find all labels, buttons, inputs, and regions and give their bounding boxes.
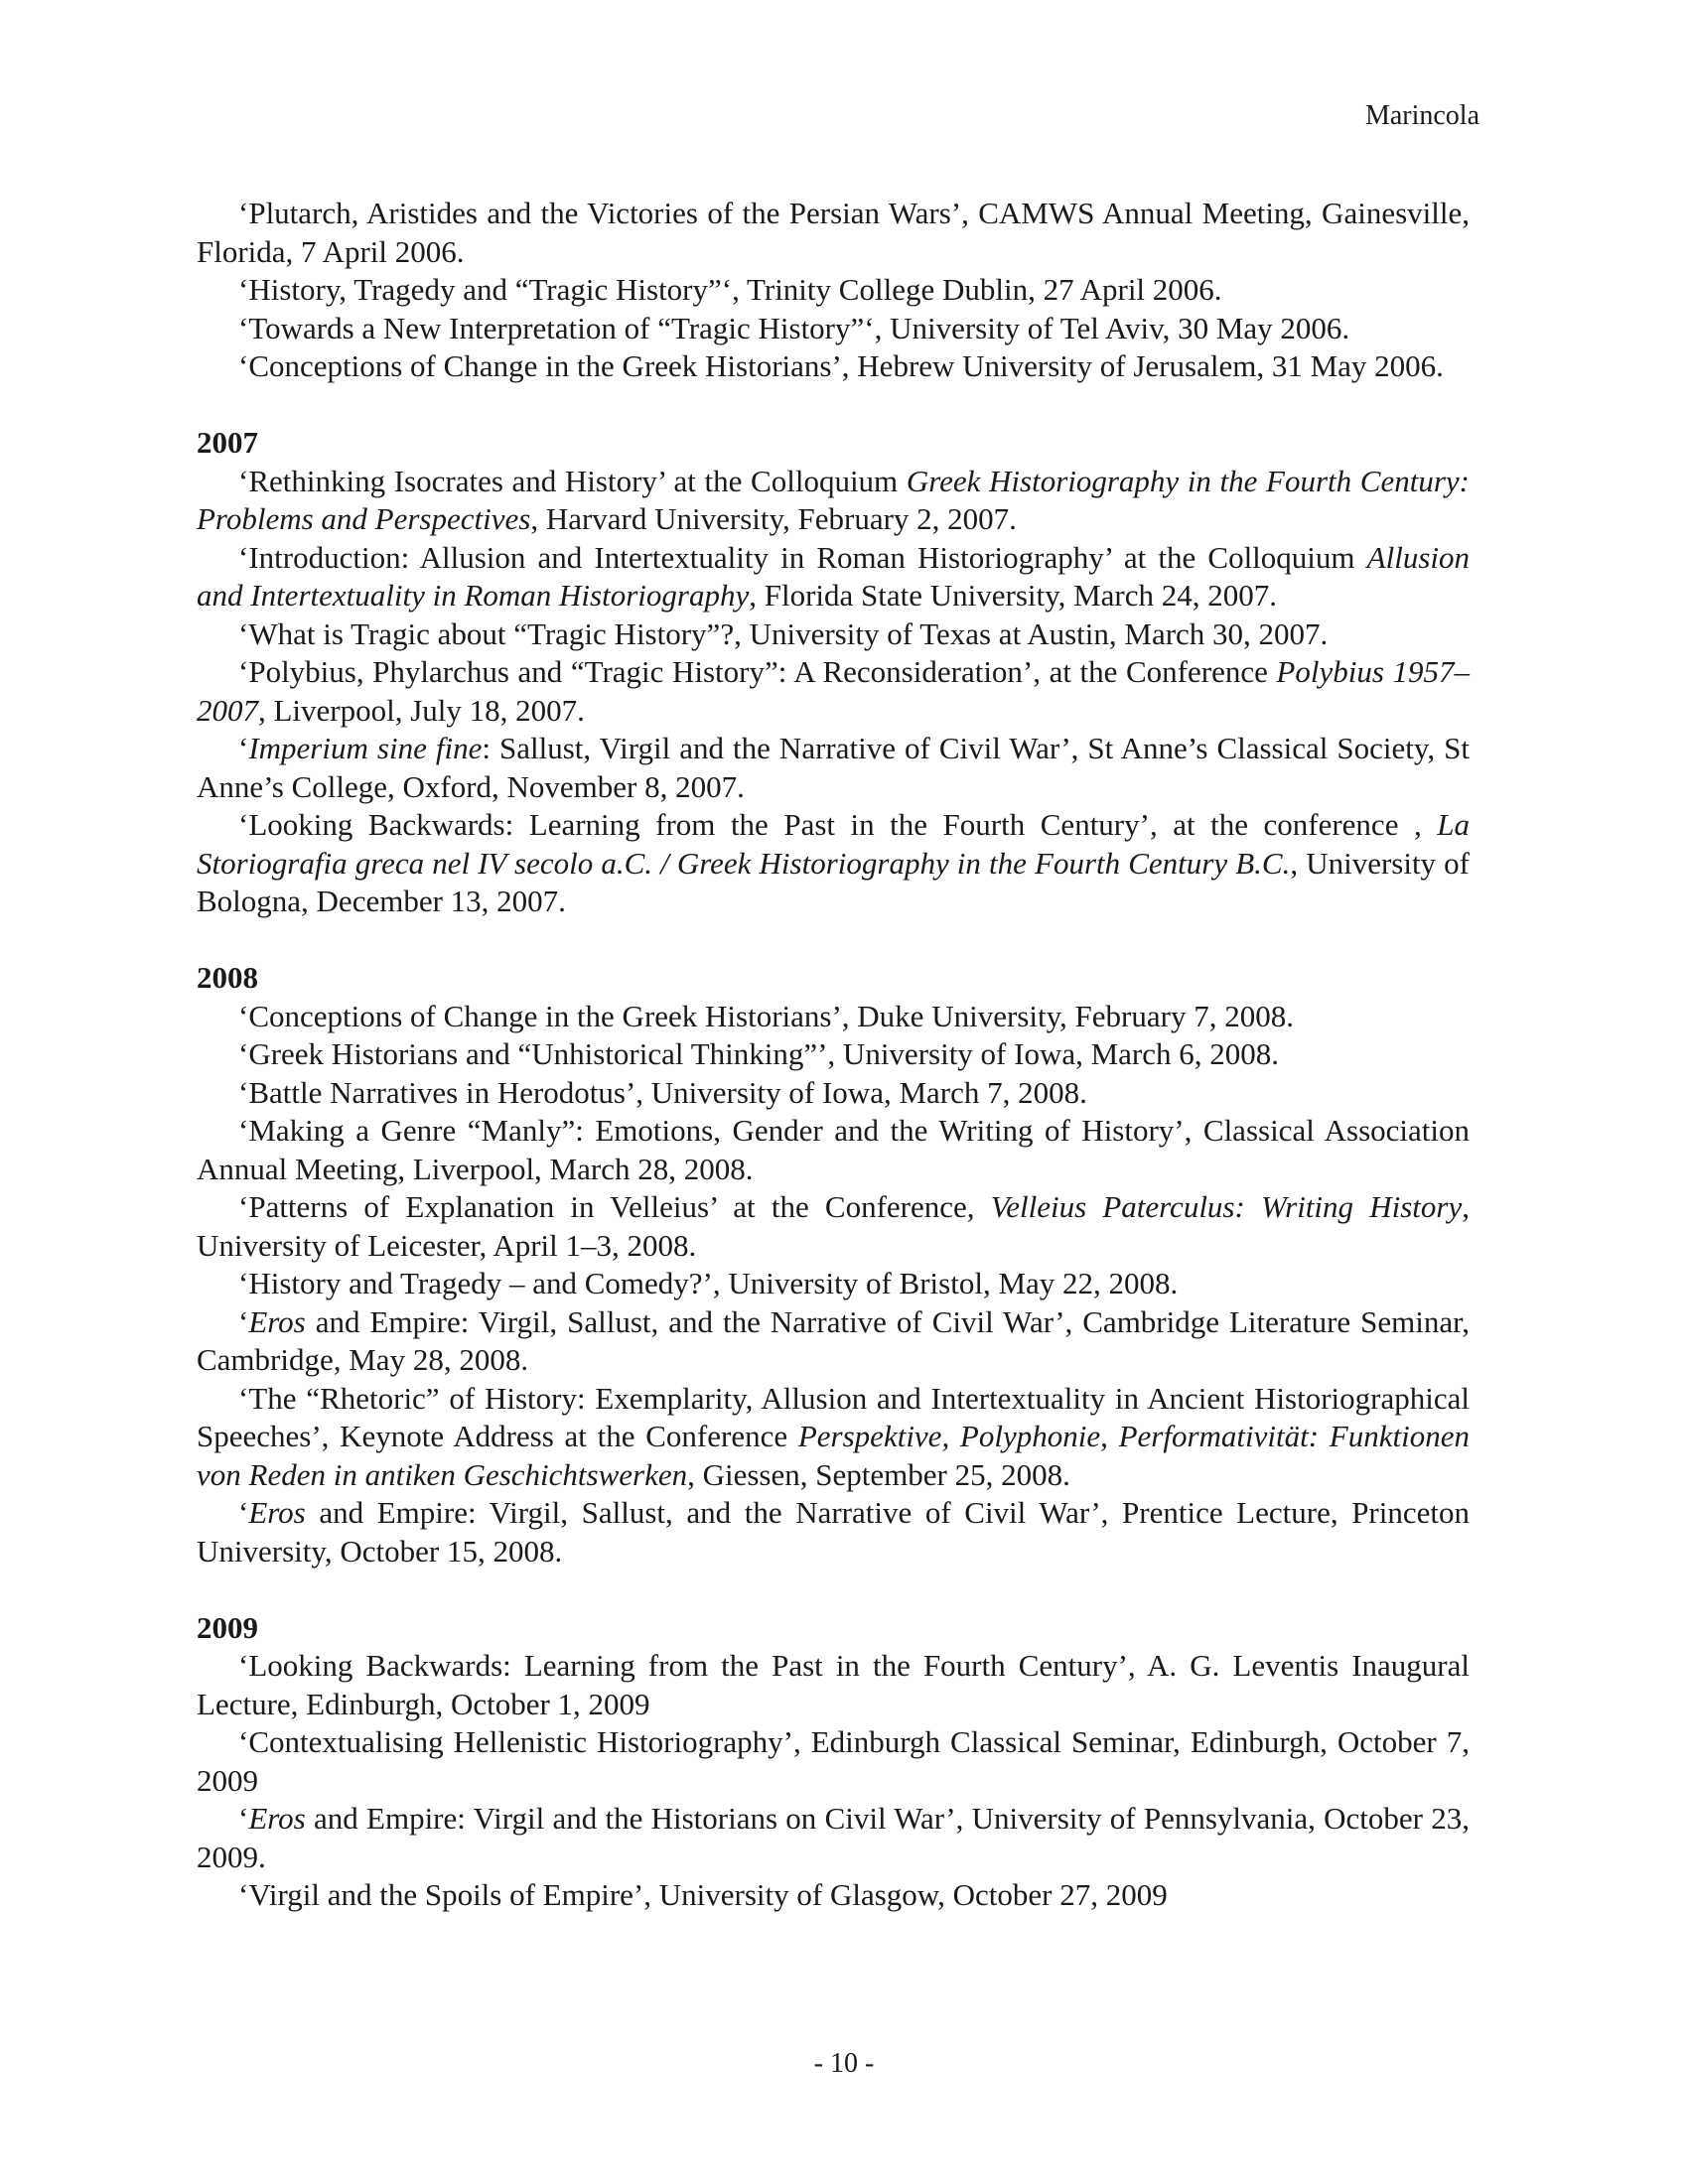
talks-list	[197, 195, 1470, 1915]
italic-title: Imperium sine fine	[248, 731, 483, 765]
entry-text: ‘	[238, 1495, 249, 1530]
entry-text: ‘The “Rhetoric” of History: Exemplarity, Allusion and Intertextuality in Ancient Historiographical Speeches’, Keynote Address at the Conference	[197, 1380, 1470, 1453]
entry-text: , University of Bologna, December 13, 2007.	[197, 845, 1470, 918]
talk-entry	[197, 1647, 1470, 1723]
talk-entry	[197, 1303, 1470, 1380]
talk-entry	[197, 1074, 1470, 1113]
talk-entry	[197, 1380, 1470, 1495]
entry-text: ‘Making a Genre “Manly”: Emotions, Gender and the Writing of History’, Classical Association Annual Meeting, Liverpool, March 28, 2008.	[197, 1113, 1470, 1186]
talk-entry	[197, 1188, 1470, 1265]
entry-text: ‘Conceptions of Change in the Greek Historians’, Hebrew University of Jerusalem, 31 May 2006.	[238, 348, 1444, 383]
talk-entry	[197, 195, 1470, 271]
entry-text: and Empire: Virgil, Sallust, and the Narrative of Civil War’, Prentice Lecture, Princeton University, October 15, 2008.	[197, 1495, 1470, 1569]
talk-entry	[197, 463, 1470, 539]
talk-entry	[197, 998, 1470, 1036]
entry-text: ‘History and Tragedy – and Comedy?’, University of Bristol, May 22, 2008.	[238, 1266, 1179, 1300]
entry-text: ‘Plutarch, Aristides and the Victories of the Persian Wars’, CAMWS Annual Meeting, Gainesville, Florida, 7 April 2006.	[197, 196, 1470, 269]
year-section	[197, 424, 1470, 921]
year-section	[197, 959, 1470, 1570]
italic-title: Perspektive, Polyphonie, Performativität: Funktionen von Reden in antiken Geschichtswerken	[197, 1419, 1470, 1492]
entry-text: ‘Towards a New Interpretation of “Tragic History”‘, University of Tel Aviv, 30 May 2006.	[238, 310, 1350, 345]
entry-text: ‘History, Tragedy and “Tragic History”‘, Trinity College Dublin, 27 April 2006.	[238, 272, 1222, 307]
year-heading: 2009	[197, 1609, 258, 1645]
entry-text: ‘Rethinking Isocrates and History’ at the Colloquium	[238, 463, 907, 498]
running-head: Marincola	[1364, 100, 1479, 131]
entry-text: , Florida State University, March 24, 2007.	[749, 578, 1278, 613]
italic-title: Greek Historiography in the Fourth Century: Problems and Perspectives	[197, 463, 1470, 536]
entry-text: ‘Polybius, Phylarchus and “Tragic History”: A Reconsideration’, at the Conference	[238, 654, 1277, 689]
talk-entry	[197, 615, 1470, 654]
year-section	[197, 195, 1470, 386]
entry-text: ‘Virgil and the Spoils of Empire’, University of Glasgow, October 27, 2009	[238, 1877, 1168, 1912]
talk-entry	[197, 806, 1470, 921]
year-section	[197, 1609, 1470, 1915]
talk-entry	[197, 310, 1470, 348]
italic-title: Velleius Paterculus: Writing History	[990, 1189, 1463, 1224]
talk-entry	[197, 1112, 1470, 1188]
italic-title: Eros	[248, 1303, 306, 1339]
entry-text: ‘Introduction: Allusion and Intertextuality in Roman Historiography’ at the Colloquium	[238, 539, 1367, 575]
entry-text: ‘	[238, 1303, 249, 1339]
italic-title: Polybius 1957–2007	[197, 654, 1470, 728]
italic-title: Eros	[248, 1801, 306, 1836]
entry-text: : Sallust, Virgil and the Narrative of Civil War’, St Anne’s Classical Society, St Anne’s College, Oxford, November 8, 2007.	[197, 731, 1470, 804]
entry-text: , University of Leicester, April 1–3, 2008.	[197, 1189, 1470, 1263]
entry-text: ‘Contextualising Hellenistic Historiography’, Edinburgh Classical Seminar, Edinburgh, October 7, 2009	[197, 1724, 1470, 1798]
entry-text: , Giessen, September 25, 2008.	[687, 1456, 1070, 1492]
talk-entry	[197, 730, 1470, 806]
entry-text: ‘	[238, 1801, 249, 1836]
talk-entry	[197, 1800, 1470, 1876]
talk-entry	[197, 347, 1470, 386]
entry-text: , Harvard University, February 2, 2007.	[530, 501, 1017, 536]
talk-entry	[197, 539, 1470, 615]
italic-title: Allusion and Intertextuality in Roman Historiography	[197, 539, 1470, 613]
year-heading: 2008	[197, 960, 258, 995]
italic-title: Eros	[248, 1495, 306, 1530]
entry-text: , Liverpool, July 18, 2007.	[258, 692, 585, 728]
talk-entry	[197, 653, 1470, 730]
entry-text: ‘Battle Narratives in Herodotus’, University of Iowa, March 7, 2008.	[238, 1074, 1087, 1110]
italic-title: La Storiografia greca nel IV secolo a.C. / Greek Historiography in the Fourth Century B.C.	[197, 807, 1470, 881]
entry-text: ‘	[238, 731, 249, 765]
page-number: - 10 -	[813, 2048, 875, 2079]
entry-text: ‘What is Tragic about “Tragic History”?, University of Texas at Austin, March 30, 2007.	[238, 615, 1329, 651]
entry-text: and Empire: Virgil and the Historians on Civil War’, University of Pennsylvania, October 23, 2009.	[197, 1801, 1470, 1874]
entry-text: and Empire: Virgil, Sallust, and the Narrative of Civil War’, Cambridge Literature Seminar, Cambridge, May 28, 2008.	[197, 1303, 1470, 1377]
entry-text: ‘Looking Backwards: Learning from the Past in the Fourth Century’, at the conference ,	[238, 807, 1438, 842]
talk-entry	[197, 271, 1470, 310]
talk-entry	[197, 1494, 1470, 1570]
year-heading: 2007	[197, 425, 258, 460]
talk-entry	[197, 1035, 1470, 1074]
entry-text: ‘Greek Historians and “Unhistorical Thinking”’, University of Iowa, March 6, 2008.	[238, 1036, 1280, 1071]
talk-entry	[197, 1723, 1470, 1800]
talk-entry	[197, 1265, 1470, 1303]
entry-text: ‘Conceptions of Change in the Greek Historians’, Duke University, February 7, 2008.	[238, 998, 1294, 1033]
entry-text: ‘Patterns of Explanation in Velleius’ at the Conference,	[238, 1189, 991, 1224]
entry-text: ‘Looking Backwards: Learning from the Past in the Fourth Century’, A. G. Leventis Inaugural Lecture, Edinburgh, October 1, 2009	[197, 1648, 1470, 1721]
talk-entry	[197, 1876, 1470, 1915]
